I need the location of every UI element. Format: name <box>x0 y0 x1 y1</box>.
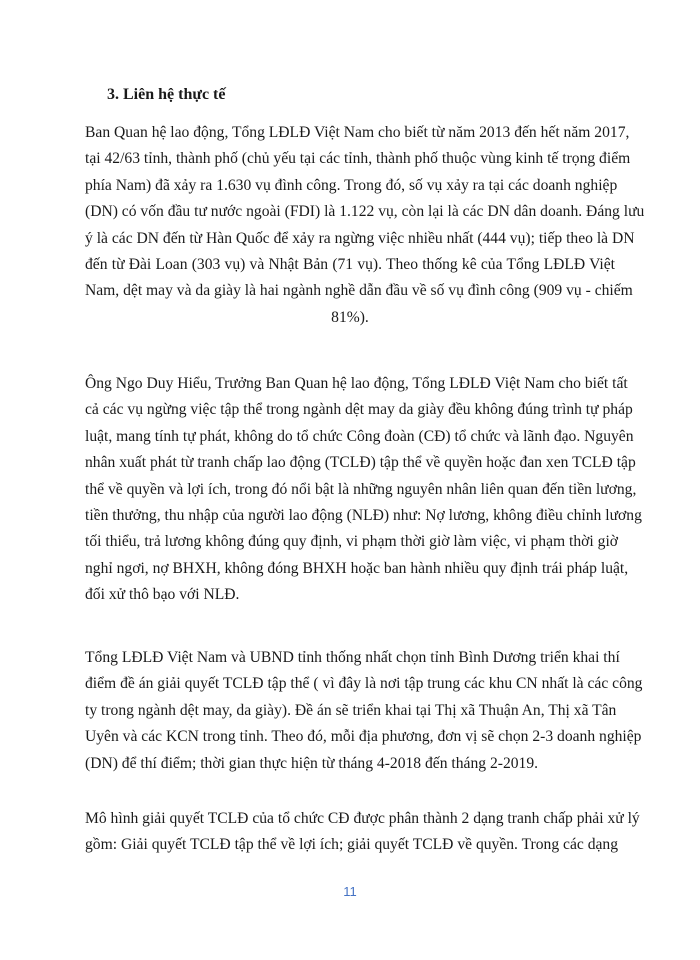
text-line: Ban Quan hệ lao động, Tổng LĐLĐ Việt Nam cho biết từ năm 2013 đến hết năm 2017, <box>85 124 630 141</box>
paragraph-1 <box>85 120 645 331</box>
text-line: tại 42/63 tỉnh, thành phố (chủ yếu tại các tỉnh, thành phố thuộc vùng kinh tế trọng điểm <box>85 150 631 168</box>
text-line: ý là các DN đến từ Hàn Quốc để xảy ra ngừng việc nhiều nhất (444 vụ); tiếp theo là DN <box>85 229 635 247</box>
text-line: đến từ Đài Loan (303 vụ) và Nhật Bản (71 vụ). Theo thống kê của Tổng LĐLĐ Việt <box>85 256 615 274</box>
text-line: ty trong ngành dệt may, da giày). Đề án sẽ triển khai tại Thị xã Thuận An, Thị xã Tân <box>85 701 617 719</box>
text-line: 81%). <box>331 308 369 326</box>
text-line: nhân xuất phát từ tranh chấp lao động (TCLĐ) tập thể về quyền hoặc đan xen TCLĐ tập <box>85 454 636 472</box>
text-line: đối xử thô bạo với NLĐ. <box>85 586 240 604</box>
text-line: điểm đề án giải quyết TCLĐ tập thể ( vì đây là nơi tập trung các khu CN nhất là các công <box>85 675 643 693</box>
text-line: phía Nam) đã xảy ra 1.630 vụ đình công. Trong đó, số vụ xảy ra tại các doanh nghiệp <box>85 176 618 194</box>
paragraph-3 <box>85 645 643 777</box>
text-line: thể về quyền và lợi ích, trong đó nổi bật là những nguyên nhân liên quan đến tiền lương, <box>85 480 637 498</box>
text-line: (DN) để thí điểm; thời gian thực hiện từ tháng 4-2018 đến tháng 2-2019. <box>85 754 539 772</box>
text-line: Mô hình giải quyết TCLĐ của tổ chức CĐ được phân thành 2 dạng tranh chấp phải xử lý <box>85 810 640 827</box>
text-line: Nam, dệt may và da giày là hai ngành nghề dẫn đầu về số vụ đình công (909 vụ - chiếm <box>85 282 633 300</box>
text-line: tối thiểu, trả lương không đúng quy định, vi phạm thời giờ làm việc, vi phạm thời giờ <box>85 533 619 551</box>
paragraph-2 <box>85 371 642 609</box>
paragraph-4 <box>85 806 640 859</box>
text-line: tiền thưởng, thu nhập của người lao động (NLĐ) như: Nợ lương, không điều chỉnh lương <box>85 507 642 525</box>
text-line: Uyên và các KCN trong tỉnh. Theo đó, mỗi địa phương, đơn vị sẽ chọn 2-3 doanh nghiệp <box>85 728 642 746</box>
text-line: luật, mang tính tự phát, không do tổ chức Công đoàn (CĐ) tổ chức và lãnh đạo. Nguyên <box>85 427 634 445</box>
text-line: cả các vụ ngừng việc tập thể trong ngành dệt may da giày đều không đúng trình tự pháp <box>85 401 633 419</box>
page-number: 11 <box>343 884 357 899</box>
text-line: nghỉ ngơi, nợ BHXH, không đóng BHXH hoặc ban hành nhiều quy định trái pháp luật, <box>85 559 629 577</box>
text-line: gồm: Giải quyết TCLĐ tập thể về lợi ích; giải quyết TCLĐ về quyền. Trong các dạng <box>85 836 619 854</box>
text-line: Tổng LĐLĐ Việt Nam và UBND tỉnh thống nhất chọn tỉnh Bình Dương triển khai thí <box>85 649 620 666</box>
section-heading: 3. Liên hệ thực tế <box>107 86 226 103</box>
text-line: Ông Ngo Duy Hiểu, Trưởng Ban Quan hệ lao động, Tổng LĐLĐ Việt Nam cho biết tất <box>85 375 628 392</box>
text-line: (DN) có vốn đầu tư nước ngoài (FDI) là 1.122 vụ, còn lại là các DN dân doanh. Đáng lưu <box>85 203 645 221</box>
